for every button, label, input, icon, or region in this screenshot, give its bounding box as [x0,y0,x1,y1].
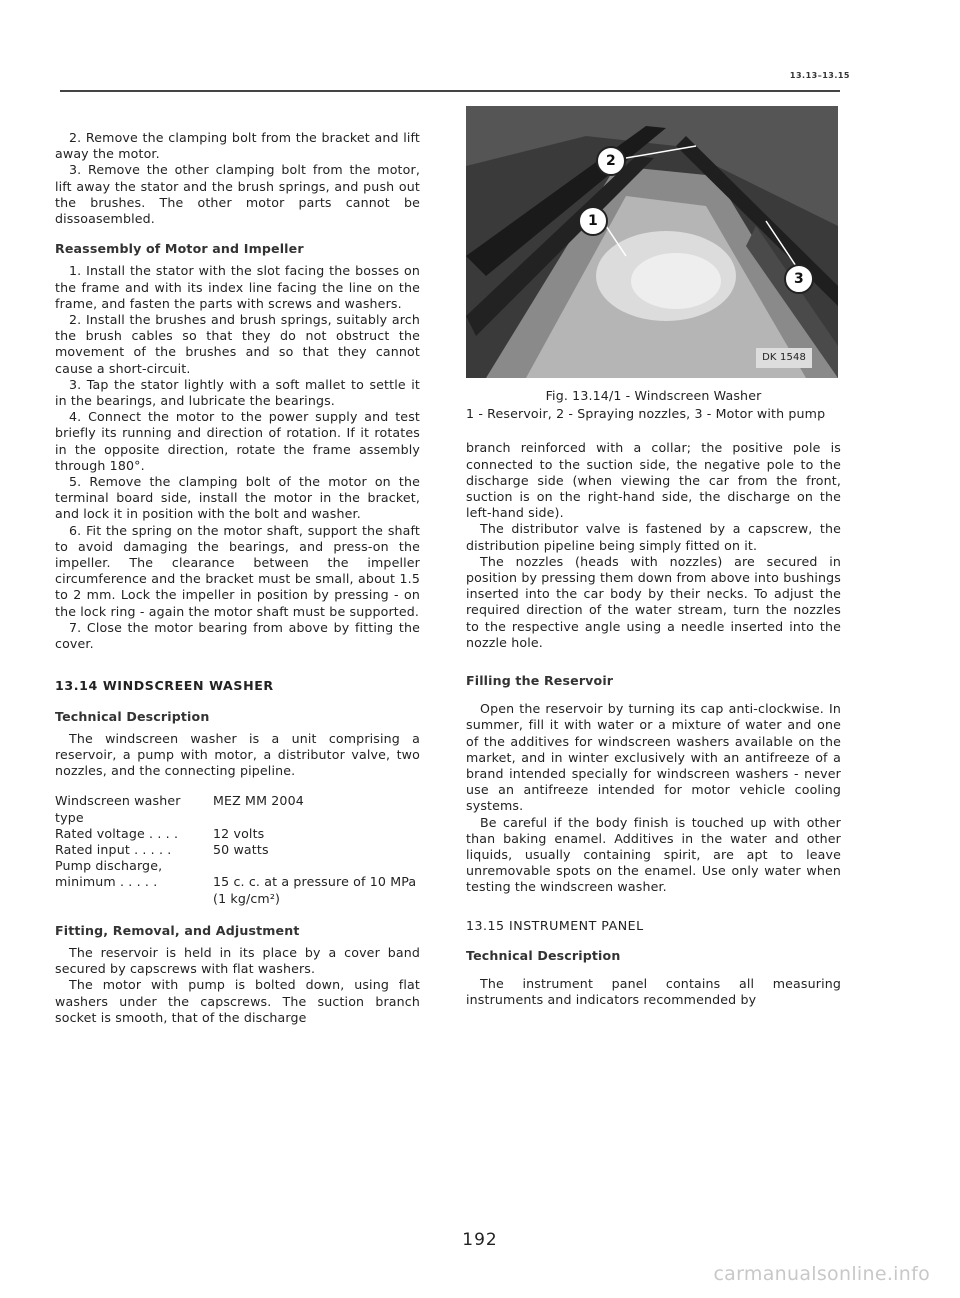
callout-2: 2 [596,146,626,176]
spec-row [55,874,420,906]
spec-row [55,826,420,842]
technical-description-heading: Technical Description [55,708,210,724]
reassembly-step-2: 2. Install the brushes and brush springs, suitably arch the brush cables so that they do not obstruct the movement of the brushes and so that they cannot cause a short-circuit. [55,312,420,376]
reassembly-step-5: 5. Remove the clamping bolt of the motor on the terminal board side, install the motor in the bracket, and lock it in position with the bolt and washer. [55,474,420,522]
reassembly-step-7: 7. Close the motor bearing from above by fitting the cover. [55,619,420,652]
instrument-panel-paragraph: The instrument panel contains all measuring instruments and indicators recommended by [466,976,841,1008]
spec-row [55,858,420,874]
figure-legend: 1 - Reservoir, 2 - Spraying nozzles, 3 - Motor with pump [466,406,826,422]
fitting-paragraph-2: The motor with pump is bolted down, using flat washers under the capscrews. The suction branch socket is smooth, that of the discharge [55,977,420,1025]
step-3-paragraph: 3. Remove the other clamping bolt from the motor, lift away the stator and the brush springs, and push out the brushes. The other motor parts cannot be dissoasembled. [55,162,420,227]
filling-heading: Filling the Reservoir [466,673,614,689]
spec-value: 50 watts [213,841,269,857]
spec-row [55,793,420,825]
spec-value: 12 volts [213,825,265,841]
reassembly-step-4: 4. Connect the motor to the power supply and test briefly its running and direction of rotation. If it rotates in the opposite direction, rotate the frame assembly through 180°. [55,409,420,473]
reassembly-step-3: 3. Tap the stator lightly with a soft mallet to settle it in the bearings, and lubricate the bearings. [55,376,420,409]
figure-code-label: DK 1548 [756,348,812,368]
photo-illustration [466,106,838,378]
running-header: 13.13–13.15 [789,71,850,80]
distributor-valve-paragraph: The distributor valve is fastened by a capscrew, the distribution pipeline being simply fitted on it. [466,521,841,553]
header-rule [60,90,840,92]
spec-key: Pump discharge, [55,858,163,874]
nozzles-paragraph: The nozzles (heads with nozzles) are secured in position by pressing them down from above into bushings inserted into the car body by their necks. To adjust the required direction of the water stream, turn the nozzles to the respective angle using a needle inserted into the nozzle hole. [466,553,841,650]
windscreen-washer-photo [466,106,838,378]
reassembly-step-6: 6. Fit the spring on the motor shaft, support the shaft to avoid damaging the bearings, and press-on the impeller. The clearance between the impeller circumference and the bracket must be small, about 1.5 to 2 mm. Lock the impeller in position by pressing - on the lock ring - again the motor shaft must be supported. [55,522,420,619]
callout-3: 3 [784,264,814,294]
spec-value [213,858,420,874]
step-2-paragraph: 2. Remove the clamping bolt from the bracket and lift away the motor. [55,130,420,162]
left-column [55,130,420,1026]
right-column [466,106,841,1009]
reassembly-step-1: 1. Install the stator with the slot facing the bosses on the frame and with its index line facing the line on the frame, and fasten the parts with screws and washers. [55,263,420,311]
spec-value: MEZ MM 2004 [213,793,304,809]
fitting-heading: Fitting, Removal, and Adjustment [55,922,300,938]
watermark: carmanualsonline.info [713,1263,930,1285]
technical-description-paragraph: The windscreen washer is a unit comprising a reservoir, a pump with motor, a distributor valve, two nozzles, and the connecting pipeline. [55,730,420,779]
reassembly-heading: Reassembly of Motor and Impeller [55,241,304,257]
callout-1: 1 [578,206,608,236]
spec-key: Windscreen washer type [55,793,181,825]
section-13-15-title: 13.15 INSTRUMENT PANEL [466,917,644,933]
spec-key: minimum . . . . . [55,874,158,890]
instrument-tech-heading: Technical Description [466,947,621,963]
fitting-paragraph-1: The reservoir is held in its place by a cover band secured by capscrews with flat washers. [55,944,420,977]
page-number: 192 [462,1230,498,1250]
filling-paragraph-2: Be careful if the body finish is touched up with other than baking enamel. Additives in the water and other liquids, usually containing spirit, are apt to leave unremovable spots on the enamel. Use only water when testing the windscreen washer. [466,814,841,895]
figure-caption: Fig. 13.14/1 - Windscreen Washer [545,388,762,403]
section-13-14-title: 13.14 WINDSCREEN WASHER [55,678,274,694]
discharge-branch-paragraph: branch reinforced with a collar; the positive pole is connected to the suction side, the negative pole to the discharge side (when viewing the car from the front, suction is on the right-hand side, the discharge on the left-hand side). [466,440,841,521]
spec-key: Rated input . . . . . [55,841,172,857]
spec-value: 15 c. c. at a pressure of 10 MPa (1 kg/cm²) [213,874,417,906]
spec-table [55,793,420,906]
spec-row [55,842,420,858]
filling-paragraph-1: Open the reservoir by turning its cap anti-clockwise. In summer, fill it with water or a mixture of water and one of the additives for windscreen washers available on the market, and in winter exclusively with an antifreeze of a brand intended specially for windscreen washers - never use an antifreeze intended for motor vehicle cooling systems. [466,701,841,814]
spec-key: Rated voltage . . . . [55,825,179,841]
